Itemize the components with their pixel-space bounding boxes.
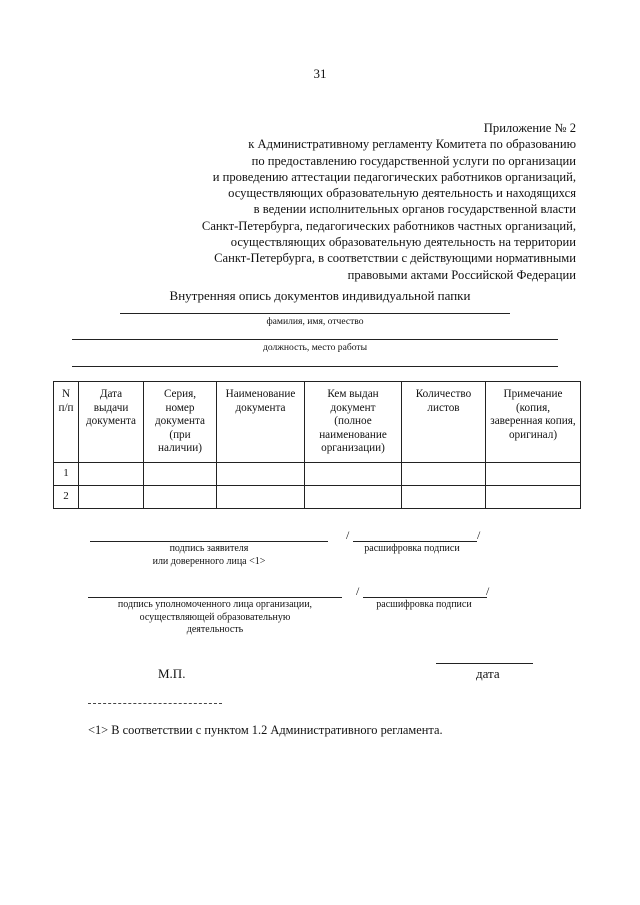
header-sheet-count: Количество листов (402, 382, 486, 463)
authorized-signature-line (88, 597, 342, 598)
document-title: Внутренняя опись документов индивидуальной папки (169, 288, 471, 303)
appendix-line: и проведению аттестации педагогических работников организаций, (212, 169, 576, 184)
table-cell (217, 463, 305, 486)
table-cell (79, 486, 144, 509)
header-number: N п/п (54, 382, 79, 463)
header-issued-by: Кем выдан документ (полное наименование организации) (305, 382, 402, 463)
header-series-number: Серия, номер документа (при наличии) (144, 382, 217, 463)
table-cell (144, 463, 217, 486)
table-row (54, 486, 581, 509)
table-cell (486, 463, 581, 486)
header-document-name: Наименование документа (217, 382, 305, 463)
appendix-line: по предоставлению государственной услуги по организации (251, 153, 576, 168)
appendix-line: Санкт-Петербурга, в соответствии с действующими нормативными (214, 251, 576, 266)
stamp-label: М.П. (158, 666, 186, 681)
applicant-decoding-slash-right: / (477, 528, 481, 542)
authorized-decoding-caption: расшифровка подписи (376, 599, 472, 610)
appendix-line: к Административному регламенту Комитета по образованию (248, 137, 576, 152)
page-number: 31 (313, 66, 327, 81)
footnote: <1> В соответствии с пунктом 1.2 Административного регламента. (88, 723, 443, 737)
authorized-decoding-slash-right: / (486, 584, 490, 598)
table-cell (305, 463, 402, 486)
table-cell (402, 463, 486, 486)
appendix-line: осуществляющих образовательную деятельность и находящихся (228, 186, 576, 201)
applicant-decoding-caption: расшифровка подписи (364, 543, 460, 554)
row-number: 2 (54, 486, 79, 509)
authorized-signature-caption: подпись уполномоченного лица организации, осуществляющей образовательную деятельность (117, 599, 313, 635)
applicant-decoding-slash-left: / (346, 528, 350, 542)
document-inventory-table (53, 381, 581, 509)
appendix-line: в ведении исполнительных органов государственной власти (253, 202, 576, 217)
position-line-upper (72, 339, 558, 340)
applicant-signature-caption: подпись заявителя или доверенного лица <1> (152, 543, 266, 567)
name-line (120, 313, 510, 314)
appendix-line: Санкт-Петербурга, педагогических работников частных организаций, (201, 218, 576, 233)
table-row (54, 463, 581, 486)
authorized-decoding-line (363, 597, 487, 598)
date-line (436, 663, 533, 664)
table-cell (402, 486, 486, 509)
table-header-row (54, 382, 581, 463)
applicant-signature-line (90, 541, 328, 542)
table-cell (486, 486, 581, 509)
appendix-header (202, 120, 576, 283)
applicant-decoding-line (353, 541, 477, 542)
footnote-separator (88, 703, 222, 704)
header-issue-date: Дата выдачи документа (79, 382, 144, 463)
appendix-line: правовыми актами Российской Федерации (347, 267, 576, 282)
row-number: 1 (54, 463, 79, 486)
table-cell (79, 463, 144, 486)
table-cell (217, 486, 305, 509)
table-cell (305, 486, 402, 509)
position-caption: должность, место работы (262, 342, 368, 353)
appendix-line: Приложение № 2 (483, 121, 576, 135)
header-note: Примечание (копия, заверенная копия, оригинал) (486, 382, 581, 463)
name-caption: фамилия, имя, отчество (266, 316, 364, 327)
date-label: дата (476, 666, 500, 681)
position-line-lower (72, 366, 558, 367)
appendix-line: осуществляющих образовательную деятельность на территории (230, 235, 576, 250)
authorized-decoding-slash-left: / (356, 584, 360, 598)
table-cell (144, 486, 217, 509)
